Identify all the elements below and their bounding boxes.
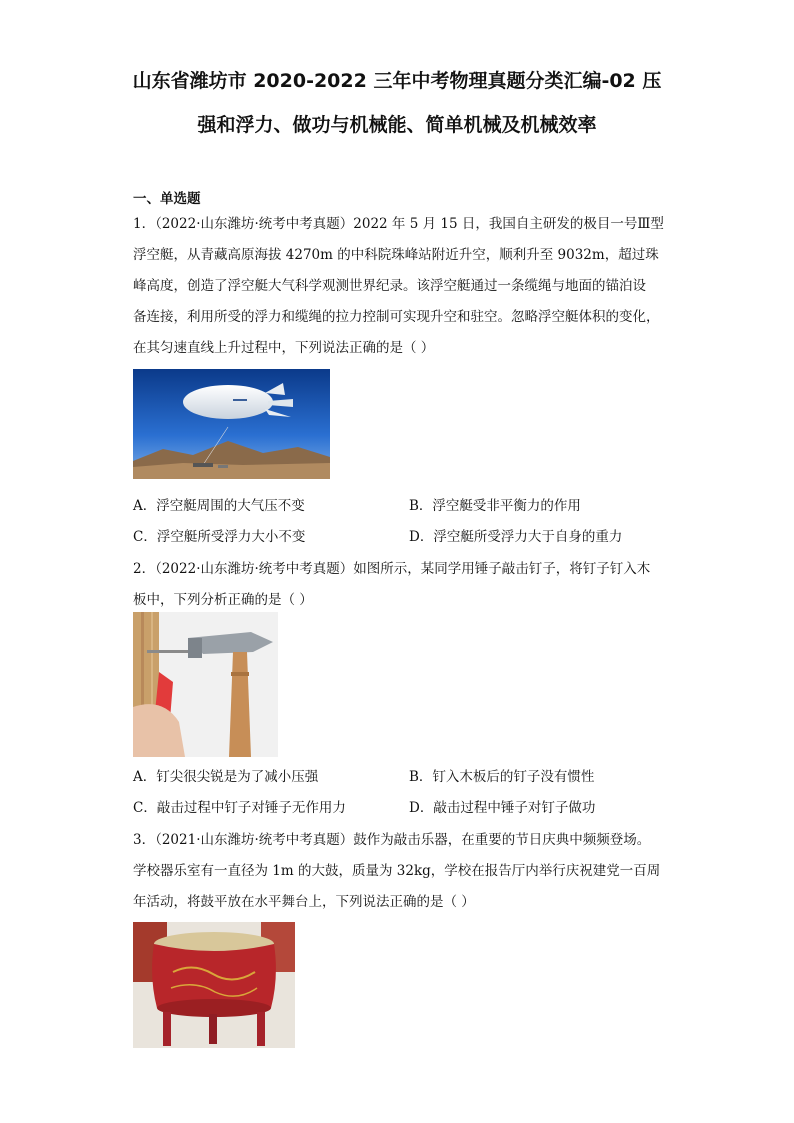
drum-image — [133, 922, 295, 1048]
document-title-line-2: 强和浮力、做功与机械能、简单机械及机械效率 — [197, 114, 597, 136]
q1-text-line: 1．（2022·山东潍坊·统考中考真题）2022 年 5 月 15 日，我国自主研发的极目一号Ⅲ型 — [133, 216, 664, 232]
q2-text-line: 板中，下列分析正确的是（ ） — [133, 592, 313, 608]
q1-option-b: B．浮空艇受非平衡力的作用 — [409, 498, 581, 514]
q1-option-c: C．浮空艇所受浮力大小不变 — [133, 529, 306, 545]
q1-option-d: D．浮空艇所受浮力大于自身的重力 — [409, 529, 623, 545]
q2-option-a: A．钉尖很尖锐是为了减小压强 — [133, 769, 319, 785]
q2-option-c: C．敲击过程中钉子对锤子无作用力 — [133, 800, 346, 816]
document-title-line-1: 山东省潍坊市 2020-2022 三年中考物理真题分类汇编-02 压 — [132, 70, 662, 92]
airship-image — [133, 369, 330, 479]
q1-option-a: A．浮空艇周围的大气压不变 — [133, 498, 305, 514]
q3-text-line: 学校器乐室有一直径为 1m 的大鼓，质量为 32kg，学校在报告厅内举行庆祝建党一百周 — [133, 863, 661, 879]
section-heading: 一、单选题 — [133, 191, 201, 207]
hammer-nail-image — [133, 612, 278, 757]
q3-text-line: 年活动，将鼓平放在水平舞台上，下列说法正确的是（ ） — [133, 894, 475, 910]
q1-text-line: 在其匀速直线上升过程中，下列说法正确的是（ ） — [133, 340, 435, 356]
q1-text-line: 备连接，利用所受的浮力和缆绳的拉力控制可实现升空和驻空。忽略浮空艇体积的变化， — [133, 309, 660, 325]
q2-option-b: B．钉入木板后的钉子没有惯性 — [409, 769, 595, 785]
q2-text-line: 2．（2022·山东潍坊·统考中考真题）如图所示，某同学用锤子敲击钉子，将钉子钉入木 — [133, 561, 651, 577]
q1-text-line: 浮空艇，从青藏高原海拔 4270m 的中科院珠峰站附近升空，顺利升至 9032m，超过珠 — [133, 247, 659, 263]
q3-text-line: 3．（2021·山东潍坊·统考中考真题）鼓作为敲击乐器，在重要的节日庆典中频频登场。 — [133, 832, 651, 848]
q1-text-line: 峰高度，创造了浮空艇大气科学观测世界纪录。该浮空艇通过一条缆绳与地面的锚泊设 — [133, 278, 646, 294]
q2-option-d: D．敲击过程中锤子对钉子做功 — [409, 800, 596, 816]
